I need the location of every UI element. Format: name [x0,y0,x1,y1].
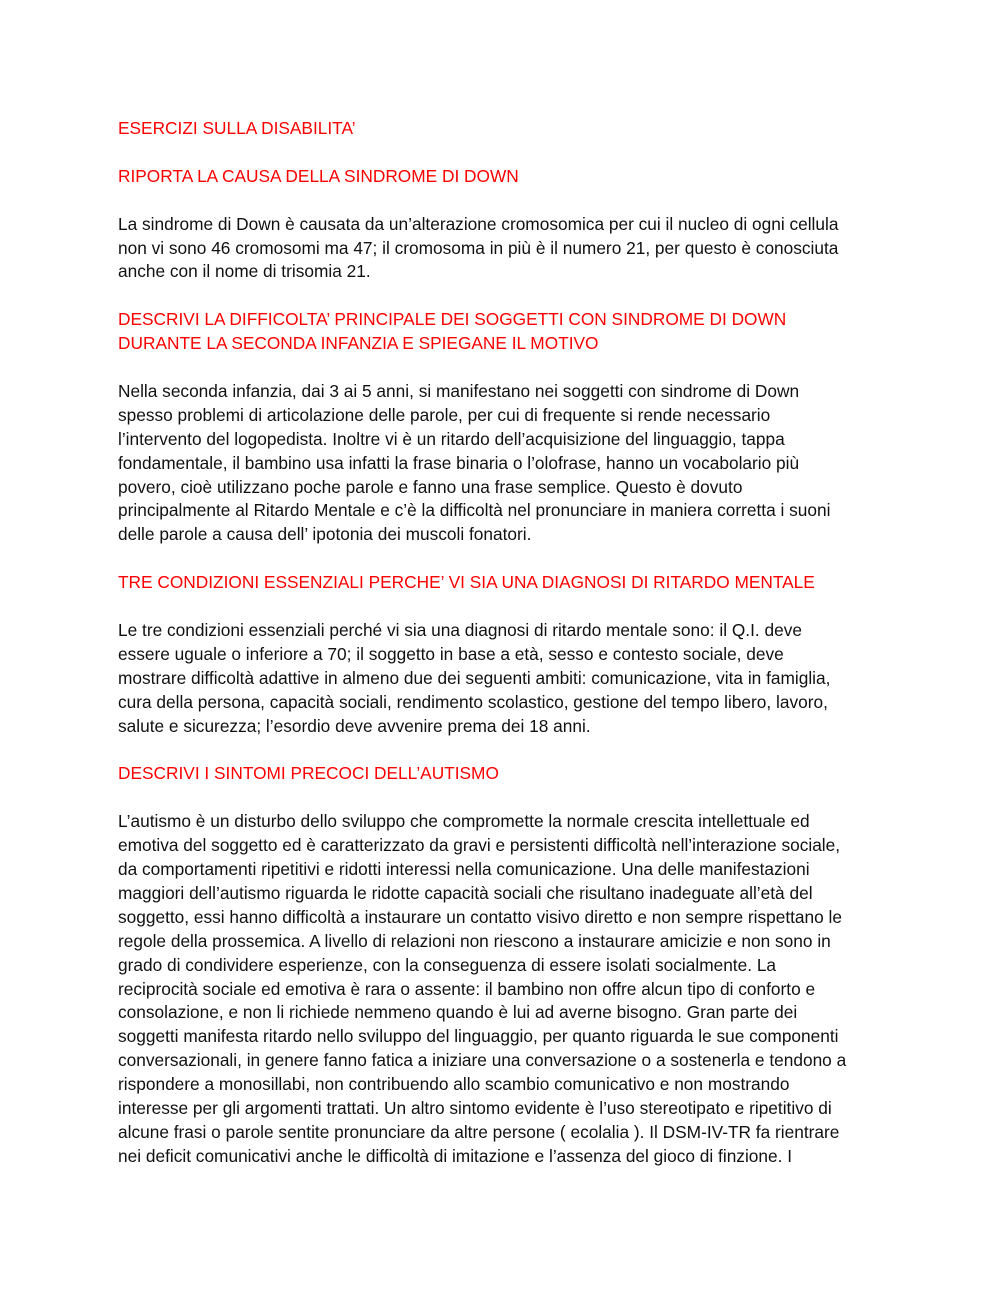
body-line: soggetto, essi hanno difficoltà a instaurare un contatto visivo diretto e non sempre rispettano le [118,906,843,927]
body-line: Nella seconda infanzia, dai 3 ai 5 anni, si manifestano nei soggetti con sindrome di Down [118,380,800,401]
body-line: cura della persona, capacità sociali, rendimento scolastico, gestione del tempo libero, lavoro, [118,691,828,712]
body-line: emotiva del soggetto ed è caratterizzato da gravi e persistenti difficoltà nell’interazione sociale, [118,835,841,856]
body-line: l’intervento del logopedista. Inoltre vi è un ritardo dell’acquisizione del linguaggio, tappa [118,428,785,449]
body-line: povero, cioè utilizzano poche parole e fanno una frase semplice. Questo è dovuto [118,476,743,497]
section-heading-line: DESCRIVI LA DIFFICOLTA’ PRINCIPALE DEI SOGGETTI CON SINDROME DI DOWN [118,309,787,330]
section-mental-retardation-conditions [118,571,888,738]
body-line: La sindrome di Down è causata da un’alterazione cromosomica per cui il nucleo di ogni cellula [118,213,839,234]
body-line: consolazione, e non li richiede nemmeno quando è lui ad averne bisogno. Gran parte dei [118,1002,798,1023]
body-line: nei deficit comunicativi anche le difficoltà di imitazione e l’assenza del gioco di finzione. I [118,1145,793,1166]
section-heading-line: RIPORTA LA CAUSA DELLA SINDROME DI DOWN [118,165,519,186]
document-title [118,117,888,141]
section-body [118,213,888,285]
body-line: spesso problemi di articolazione delle parole, per cui di frequente si rende necessario [118,404,771,425]
section-body [118,810,888,1169]
body-line: Le tre condizioni essenziali perché vi sia una diagnosi di ritardo mentale sono: il Q.I. deve [118,619,802,640]
body-line: reciprocità sociale ed emotiva è rara o assente: il bambino non offre alcun tipo di conforto e [118,978,816,999]
body-line: grado di condividere esperienze, con la conseguenza di essere isolati socialmente. La [118,954,777,975]
body-line: salute e sicurezza; l’esordio deve avvenire prema dei 18 anni. [118,715,591,736]
section-body [118,380,888,547]
body-line: rispondere a monosillabi, non contribuendo allo scambio comunicativo e non mostrando [118,1074,790,1095]
body-line: regole della prossemica. A livello di relazioni non riescono a instaurare amicizie e non sono in [118,930,831,951]
body-line: essere uguale o inferiore a 70; il soggetto in base a età, sesso e contesto sociale, deve [118,643,784,664]
body-line: mostrare difficoltà adattive in almeno due dei seguenti ambiti: comunicazione, vita in famiglia, [118,667,831,688]
body-line: alcune frasi o parole sentite pronunciare da altre persone ( ecolalia ). Il DSM-IV-TR fa rientrare [118,1121,840,1142]
body-line: maggiori dell’autismo riguarda le ridotte capacità sociali che risultano inadeguate all’età del [118,882,813,903]
body-line: interesse per gli argomenti trattati. Un altro sintomo evidente è l’uso stereotipato e ripetitivo di [118,1098,832,1119]
section-heading [118,308,888,356]
body-line: non vi sono 46 cromosomi ma 47; il cromosoma in più è il numero 21, per questo è conosciuta [118,237,839,258]
section-down-cause [118,165,888,285]
section-body [118,619,888,739]
section-autism-symptoms [118,762,888,1168]
section-heading-line: DURANTE LA SECONDA INFANZIA E SPIEGANE IL MOTIVO [118,333,599,354]
section-heading-line: DESCRIVI I SINTOMI PRECOCI DELL’AUTISMO [118,763,499,784]
body-line: fondamentale, il bambino usa infatti la frase binaria o l’olofrase, hanno un vocabolario più [118,452,800,473]
section-heading-line: TRE CONDIZIONI ESSENZIALI PERCHE’ VI SIA UNA DIAGNOSI DI RITARDO MENTALE [118,572,815,593]
body-line: soggetti manifesta ritardo nello sviluppo del linguaggio, per quanto riguarda le sue componenti [118,1026,839,1047]
document-title-text: ESERCIZI SULLA DISABILITA’ [118,118,356,138]
body-line: principalmente al Ritardo Mentale e c’è la difficoltà nel pronunciare in maniera corretta i suoni [118,500,831,521]
body-line: da comportamenti ripetitivi e ridotti interessi nella comunicazione. Una delle manifestazioni [118,858,810,879]
document-page [118,117,888,1193]
section-heading [118,762,888,786]
body-line: conversazionali, in genere fanno fatica a iniziare una conversazione o a sostenerla e tendono a [118,1050,847,1071]
body-line: delle parole a causa dell’ ipotonia dei muscoli fonatori. [118,524,532,545]
section-heading [118,165,888,189]
section-heading [118,571,888,595]
body-line: anche con il nome di trisomia 21. [118,261,371,282]
body-line: L’autismo è un disturbo dello sviluppo che compromette la normale crescita intellettuale ed [118,811,810,832]
section-down-difficulty [118,308,888,547]
